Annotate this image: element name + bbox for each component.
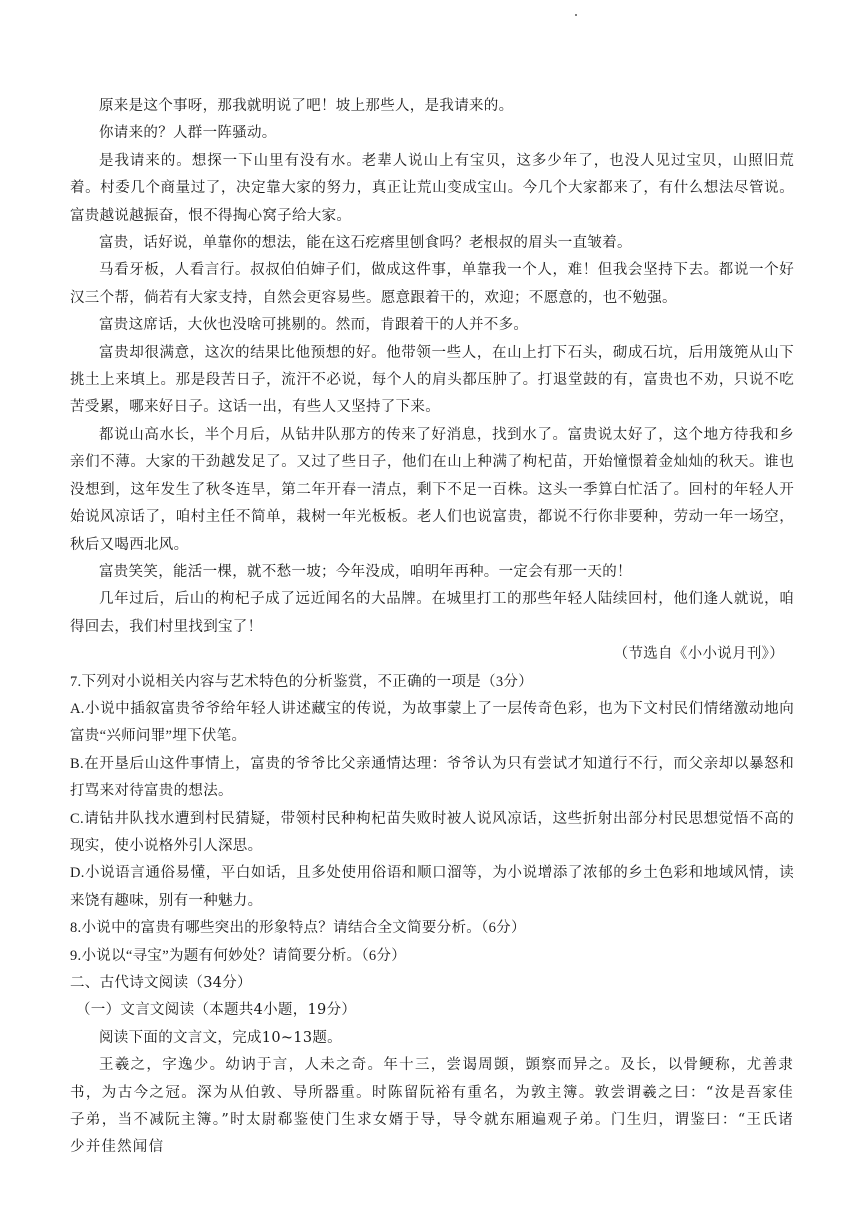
story-paragraph: 你请来的？人群一阵骚动。 [99, 125, 277, 142]
question-7-option-a: A.小说中插叙富贵爷爷给年轻人讲述藏宝的传说，为故事蒙上了一层传奇色彩，也为下文村民们情绪激动地向富贵“兴师问罪”埋下伏笔。 [70, 700, 794, 745]
story-paragraph: 富贵，话好说，单靠你的想法，能在这石疙瘩里刨食吗？老根叔的眉头一直皱着。 [99, 235, 632, 252]
question-7: 7.下列对小说相关内容与艺术特色的分析鉴赏，不正确的一项是（3分） [70, 673, 534, 690]
question-8: 8.小说中的富贵有哪些突出的形象特点？请结合全文简要分析。（6分） [70, 920, 526, 937]
story-paragraph: 几年过后，后山的枸杞子成了远近闻名的大品牌。在城里打工的那些年轻人陆续回村，他们逢人就说，咱得回去，我们村里找到宝了！ [70, 591, 794, 635]
story-paragraph: 马看牙板，人看言行。叔叔伯伯婶子们，做成这件事，单靠我一个人，难！但我会坚持下去。都说一个好汉三个帮，倘若有大家支持，自然会更容易些。愿意跟着干的，欢迎；不愿意的，也不勉强。 [70, 262, 794, 306]
story-paragraph: 富贵却很满意，这次的结果比他预想的好。他带领一些人，在山上打下石头，砌成石坑，后用筬篼从山下挑土上来填上。那是段苦日子，流汗不必说，每个人的肩头都压肿了。打退堂鼓的有，富贵也不劝，只说不吃苦受累，哪来好日子。这话一出，有些人又坚持了下来。 [70, 344, 794, 416]
section-heading: 二、古代诗文阅读（34分） [70, 975, 252, 991]
question-9: 9.小说以“寻宝”为题有何妙处？请简要分析。（6分） [70, 947, 407, 964]
story-paragraph: 富贵笑笑，能活一棵，就不愁一坡；今年没成，咱明年再种。一定会有那一天的！ [99, 563, 632, 580]
subsection-heading: （一）文言文阅读（本题共4小题，19分） [76, 1002, 357, 1019]
document-page [70, 93, 794, 1162]
page-dot-mark [575, 14, 577, 16]
story-paragraph: 富贵这席话，大伙也没啥可挑剔的。然而，肯跟着干的人并不多。 [99, 317, 529, 334]
story-paragraph: 原来是这个事呀，那我就明说了吧！坡上那些人，是我请来的。 [99, 98, 514, 114]
question-7-option-b: B.在开垦后山这件事情上，富贵的爷爷比父亲通情达理：爷爷认为只有尝试才知道行不行，而父亲却以暴怒和打骂来对待富贵的想法。 [70, 755, 794, 800]
question-7-option-d: D.小说语言通俗易懂，平白如话，且多处使用俗语和顺口溜等，为小说增添了浓郁的乡土色彩和地域风情，读来饶有趣味，别有一种魅力。 [70, 865, 794, 909]
question-7-option-c: C.请钻井队找水遭到村民猜疑，带领村民种枸杞苗失败时被人说风凉话，这些折射出部分村民思想觉悟不高的现实，使小说格外引人深思。 [70, 810, 794, 854]
classical-passage: 王羲之，字逸少。幼讷于言，人未之奇。年十三，尝谒周顗，顗察而异之。及长，以骨鲠称，尤善隶书，为古今之冠。深为从伯敦、导所器重。时陈留阮裕有重名，为敦主簿。敦尝谓羲之曰：“汝是吾家佳子弟，当不减阮主簿。”时太尉郗鉴使门生求女婿于导，导令就东厢遍观子弟。门生归，谓鉴曰：“王氏诸少并佳然闻信 [70, 1057, 794, 1156]
story-paragraph: 都说山高水长，半个月后，从钻井队那方的传来了好消息，找到水了。富贵说太好了，这个地方待我和乡亲们不薄。大家的干劲越发足了。又过了些日子，他们在山上种满了枸杞苗，开始憧憬着金灿灿的秋天。谁也没想到，这年发生了秋冬连旱，第二年开春一清点，剩下不足一百株。这头一季算白忙活了。回村的年轻人开始说风凉话了，咱村主任不简单，栽树一年光板板。老人们也说富贵，都说不行你非要种，劳动一年一场空，秋后又喝西北风。 [70, 426, 794, 553]
story-source: （节选自《小小说月刊》） [613, 646, 784, 663]
reading-instruction: 阅读下面的文言文，完成10~13题。 [99, 1029, 342, 1046]
story-paragraph: 是我请来的。想探一下山里有没有水。老辈人说山上有宝贝，这多少年了，也没人见过宝贝，山照旧荒着。村委几个商量过了，决定靠大家的努力，真正让荒山变成宝山。今几个大家都来了，有什么想法尽管说。富贵越说越振奋，恨不得掏心窝子给大家。 [70, 152, 794, 224]
